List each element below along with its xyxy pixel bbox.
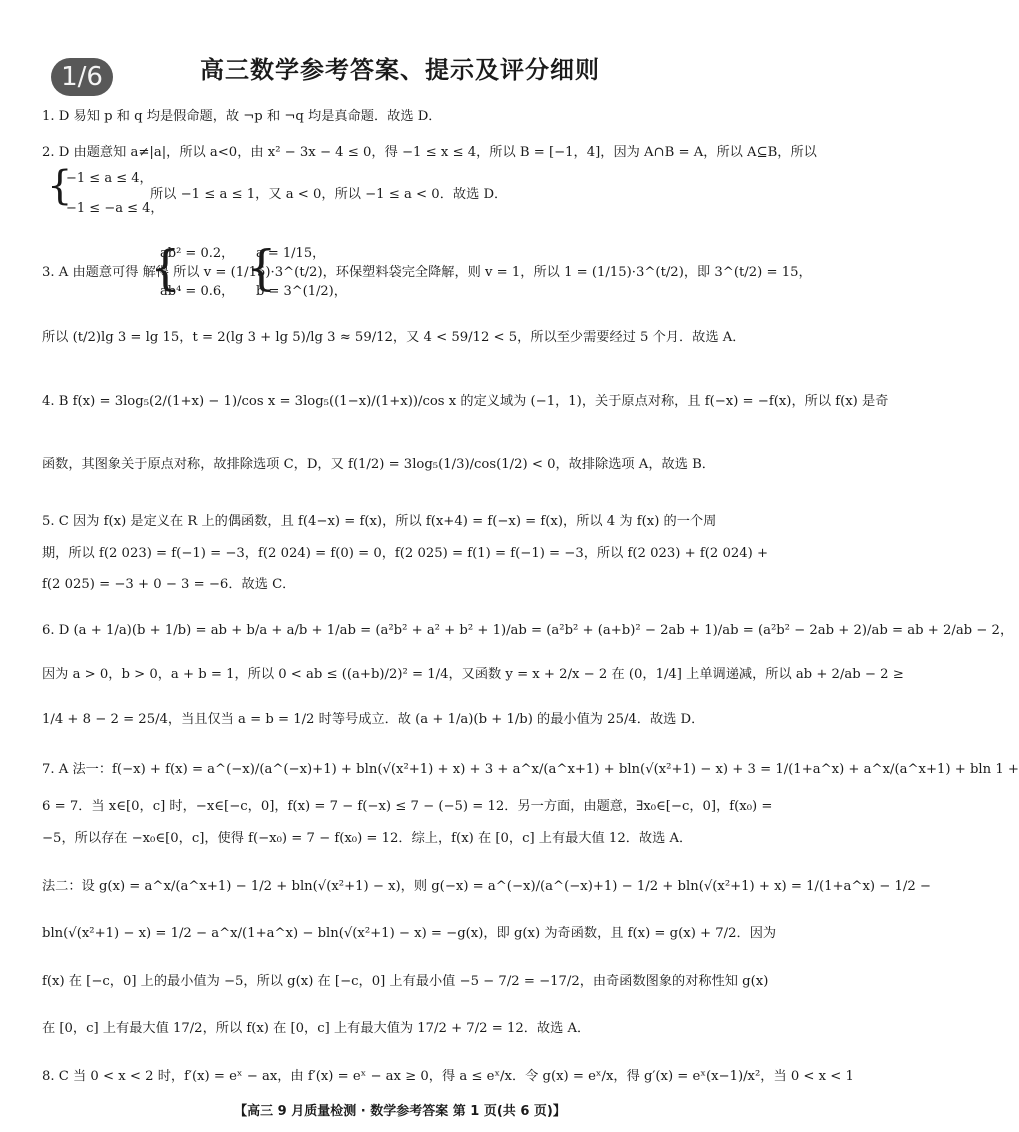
answer-line-19: f(x) 在 [−c，0] 上的最小值为 −5，所以 g(x) 在 [−c，0] 上有最小值 −5 − 7/2 = −17/2，由奇函数图象的对称性知 g(x): [42, 974, 769, 989]
answer-line-10: f(2 025) = −3 + 0 − 3 = −6．故选 C．: [42, 577, 296, 592]
system-3b-row-1: a = 1/15，: [256, 246, 326, 261]
answer-line-14: 7. A 法一：f(−x) + f(x) = a^(−x)/(a^(−x)+1) + bln(√(x²+1) + x) + 3 + a^x/(a^x+1) + bln(√(x²+1) − x) + 3 = 1/(1+a^x) + a^x/(a^x+1) + bln 1 +: [42, 762, 1019, 777]
answer-line-18: bln(√(x²+1) − x) = 1/2 − a^x/(1+a^x) − bln(√(x²+1) − x) = −g(x)，即 g(x) 为奇函数，且 f(x) = g(x) + 7/2．因为: [42, 926, 777, 941]
system-brace-3a: {: [150, 240, 181, 296]
answer-line-15: 6 = 7．当 x∈[0，c] 时，−x∈[−c，0]，f(x) = 7 − f(−x) ≤ 7 − (−5) = 12．另一方面，由题意，∃x₀∈[−c，0]，f(x₀) =: [42, 799, 773, 814]
answer-line-9: 期，所以 f(2 023) = f(−1) = −3，f(2 024) = f(0) = 0，f(2 025) = f(1) = f(−1) = −3，所以 f(2 023) + f(2 024) +: [42, 546, 769, 561]
answer-line-6: 4. B f(x) = 3log₅(2/(1+x) − 1)/cos x = 3log₅((1−x)/(1+x))/cos x 的定义域为 (−1，1)，关于原点对称，且 f(−x) = −f(x)，所以 f(x) 是奇: [42, 394, 889, 409]
answer-line-8: 5. C 因为 f(x) 是定义在 R 上的偶函数，且 f(4−x) = f(x)，所以 f(x+4) = f(−x) = f(x)，所以 4 为 f(x) 的一个周: [42, 514, 717, 529]
system-2-row-1: −1 ≤ a ≤ 4，: [66, 171, 153, 186]
answer-line-7: 函数，其图象关于原点对称，故排除选项 C，D，又 f(1/2) = 3log₅(1/3)/cos(1/2) < 0，故排除选项 A，故选 B．: [42, 457, 715, 472]
page-indicator-badge: 1/6: [51, 58, 113, 96]
page-title: 高三数学参考答案、提示及评分细则: [200, 56, 600, 84]
answer-line-2: 2. D 由题意知 a≠|a|，所以 a<0，由 x² − 3x − 4 ≤ 0，得 −1 ≤ x ≤ 4，所以 B = [−1，4]，因为 A∩B = A，所以 A⊆B，所以: [42, 145, 817, 160]
answer-line-13: 1/4 + 8 − 2 = 25/4，当且仅当 a = b = 1/2 时等号成立．故 (a + 1/a)(b + 1/b) 的最小值为 25/4．故选 D．: [42, 712, 705, 727]
system-3a-row-1: ab² = 0.2，: [160, 246, 235, 261]
page-footer: 【高三 9 月质量检测 · 数学参考答案 第 1 页(共 6 页)】: [234, 1104, 566, 1119]
answer-line-4: 3. A 由题意可得 解得 所以 v = (1/15)·3^(t/2)，环保塑料袋完全降解，则 v = 1，所以 1 = (1/15)·3^(t/2)，即 3^(t/2) = 15，: [42, 265, 812, 280]
answer-line-16: −5，所以存在 −x₀∈[0，c]，使得 f(−x₀) = 7 − f(x₀) = 12．综上，f(x) 在 [0，c] 上有最大值 12．故选 A．: [42, 831, 693, 846]
system-3b-row-2: b = 3^(1/2)，: [256, 284, 347, 299]
answer-line-11: 6. D (a + 1/a)(b + 1/b) = ab + b/a + a/b + 1/ab = (a²b² + a² + b² + 1)/ab = (a²b² + (a+b)² − 2ab + 1)/ab = (a²b² − 2ab + 2)/ab = ab + 2/ab − 2，: [42, 623, 1014, 638]
answer-line-1: 1. D 易知 p 和 q 均是假命题，故 ¬p 和 ¬q 均是真命题．故选 D．: [42, 109, 442, 124]
system-3a-row-2: ab⁴ = 0.6，: [160, 284, 235, 299]
system-brace-2: {: [47, 163, 73, 209]
answer-line-5: 所以 (t/2)lg 3 = lg 15，t = 2(lg 3 + lg 5)/lg 3 ≈ 59/12，又 4 < 59/12 < 5，所以至少需要经过 5 个月．故选 A．: [42, 330, 746, 345]
answer-line-17: 法二：设 g(x) = a^x/(a^x+1) − 1/2 + bln(√(x²+1) − x)，则 g(−x) = a^(−x)/(a^(−x)+1) − 1/2 + bln(√(x²+1) + x) = 1/(1+a^x) − 1/2 −: [42, 879, 931, 894]
system-2-row-2: −1 ≤ −a ≤ 4，: [66, 201, 164, 216]
answer-line-3: 所以 −1 ≤ a ≤ 1，又 a < 0，所以 −1 ≤ a < 0．故选 D．: [150, 187, 508, 202]
answer-line-20: 在 [0，c] 上有最大值 17/2，所以 f(x) 在 [0，c] 上有最大值为 17/2 + 7/2 = 12．故选 A．: [42, 1021, 591, 1036]
answer-line-12: 因为 a > 0，b > 0，a + b = 1，所以 0 < ab ≤ ((a+b)/2)² = 1/4，又函数 y = x + 2/x − 2 在 (0，1/4] 上单调递减，所以 ab + 2/ab − 2 ≥: [42, 667, 904, 682]
answer-line-21: 8. C 当 0 < x < 2 时，f′(x) = eˣ − ax，由 f′(x) = eˣ − ax ≥ 0，得 a ≤ eˣ/x．令 g(x) = eˣ/x，得 g′(x) = eˣ(x−1)/x²，当 0 < x < 1: [42, 1069, 854, 1084]
system-brace-3b: {: [246, 240, 277, 296]
